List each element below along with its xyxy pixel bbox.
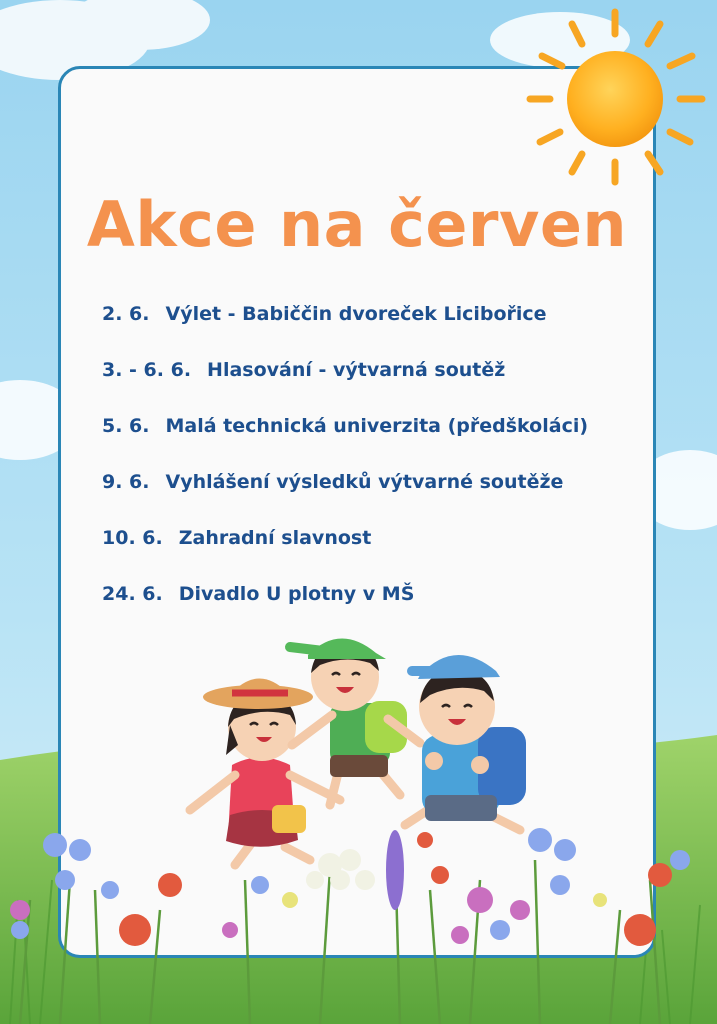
- event-date: 3. - 6. 6.: [102, 359, 192, 381]
- event-list: [102, 303, 588, 639]
- event-name: Zahradní slavnost: [178, 527, 372, 549]
- event-date: 10. 6.: [102, 527, 163, 549]
- event-date: 9. 6.: [102, 471, 150, 493]
- event-date: 2. 6.: [102, 303, 150, 325]
- list-item: [102, 415, 588, 471]
- event-name: Výlet - Babiččin dvoreček Licibořice: [165, 303, 547, 325]
- event-name: Malá technická univerzita (předškoláci): [165, 415, 589, 437]
- sun-icon: [520, 4, 710, 194]
- event-name: Hlasování - výtvarná soutěž: [207, 359, 506, 381]
- page-title: Akce na červen: [86, 188, 628, 261]
- list-item: [102, 471, 588, 527]
- event-date: 5. 6.: [102, 415, 150, 437]
- event-name: Divadlo U plotny v MŠ: [178, 583, 415, 605]
- list-item: [102, 303, 588, 359]
- event-date: 24. 6.: [102, 583, 163, 605]
- list-item: [102, 527, 588, 583]
- list-item: [102, 359, 588, 415]
- wildflowers-illustration: [0, 820, 717, 1024]
- event-name: Vyhlášení výsledků výtvarné soutěže: [165, 471, 564, 493]
